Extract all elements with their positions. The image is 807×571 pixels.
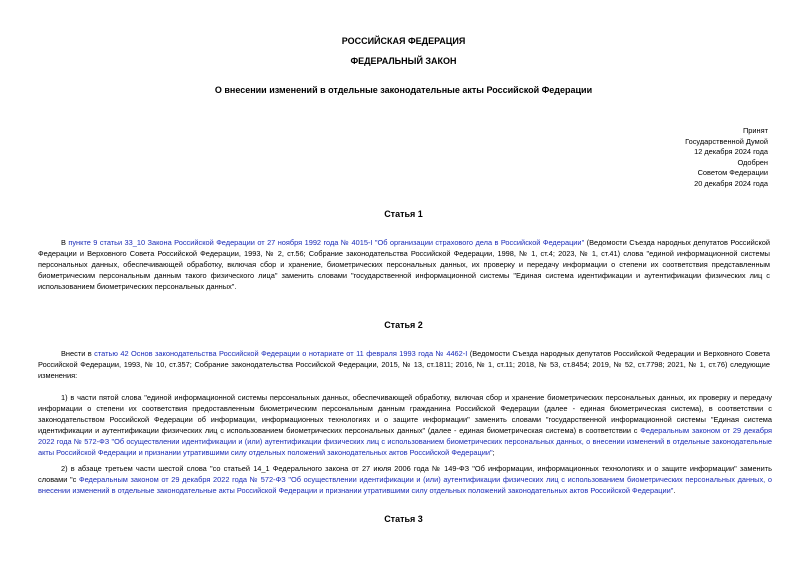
article-2-heading: Статья 2 (384, 320, 423, 330)
paragraph-text: (Ведомости Съезда народных депутатов Российской Федерации и Верховного Совета Российской Федерации, 1993, № 10, ст.357; Собрание законодательства Российской Федерации, 2015, № 13, ст.1811; 2016, № 1, ст.11; 2018, № 53, ст.8454; 2019, № 52, ст.7798; 2021, № 1, ст.76) следующие изменения: (38, 349, 770, 380)
paragraph-text: 1) в части пятой слова "единой информационной системы персональных данных, обеспечивающей обработку, включая сбор и хранение биометрических персональных данных, их проверку и передачу информации о степени их соответствия предоставленным биометрическим персональным данным гражданина Российской Федерации (далее - единая биометрическая система), в соответствии с законодательством Российской Федерации об информации, информационных технологиях и о защите информации" заменить словами "государственной информационной системы "Единая система идентификации и аутентификации физических лиц с использованием биометрических персональных данных" (далее - единая биометрическая система) в соответствии с (38, 393, 772, 435)
paragraph-text: (Ведомости Съезда народных депутатов Российской Федерации и Верховного Совета Российской Федерации, 1993, № 2, ст.56; Собрание законодательства Российской Федерации, 1998, № 1, ст.4; 2023, № 1, ст.41) слова "единой информационной системы персональных данных, обеспечивающей обработку, включая сбор и хранение, биометрических персональных данных, их проверку и передачу информации о степени их соответствия представленным биометрическим персональным данным такого физического лица" заменить словами "государственной информационной системы "Единая система идентификации и аутентификации физических лиц с использованием биометрических персональных данных". (38, 238, 771, 291)
paragraph-text: ; (492, 448, 495, 457)
document-title: О внесении изменений в отдельные законодательные акты Российской Федерации (214, 85, 593, 95)
paragraph-text: . (673, 486, 676, 495)
paragraph-text: Внести в (61, 349, 95, 358)
article-2-item-2 (38, 463, 772, 496)
country-heading: РОССИЙСКАЯ ФЕДЕРАЦИЯ (341, 36, 466, 46)
approval-date: 20 декабря 2024 года (694, 178, 768, 188)
approval-line: Советом Федерации (697, 168, 768, 178)
article-2-intro (38, 348, 770, 381)
law-link[interactable]: пункте 9 статьи 33_10 Закона Российской Федерации от 27 ноября 1992 года № 4015-I "Об организации страхового дела в Российской Федерации" (68, 238, 585, 247)
article-2-item-1 (38, 392, 772, 458)
adoption-date: 12 декабря 2024 года (694, 147, 768, 157)
law-link[interactable]: Федеральным законом от 29 декабря 2022 года № 572-ФЗ "Об осуществлении идентификации и (или) аутентификации физических лиц с использованием биометрических персональных данных, о внесении изменений в отдельные законодательные акты Российской Федерации и признании утратившими силу отдельных положений законодательных актов Российской Федерации" (38, 426, 773, 457)
adoption-block (685, 126, 768, 190)
approval-line: Одобрен (737, 157, 768, 167)
adoption-line: Принят (742, 126, 768, 135)
article-1-heading: Статья 1 (384, 209, 423, 219)
article-3-heading: Статья 3 (384, 514, 423, 524)
document-type-heading: ФЕДЕРАЛЬНЫЙ ЗАКОН (350, 56, 457, 66)
law-link[interactable]: Федеральным законом от 29 декабря 2022 года № 572-ФЗ "Об осуществлении идентификации и (или) аутентификации физических лиц с использованием биометрических персональных данных, о внесении изменений в отдельные законодательные акты Российской Федерации и признании утратившими силу отдельных положений законодательных актов Российской Федерации" (38, 475, 772, 495)
adoption-line: Государственной Думой (685, 136, 768, 146)
article-1-paragraph (38, 237, 770, 292)
paragraph-text: В (61, 238, 69, 247)
law-link[interactable]: статью 42 Основ законодательства Российской Федерации о нотариате от 11 февраля 1993 года № 4462-I (94, 349, 468, 358)
paragraph-text: 2) в абзаце третьем части шестой слова "со статьей 14_1 Федерального закона от 27 июля 2006 года № 149-ФЗ "Об информации, информационных технологиях и о защите информации" заменить словами "с (38, 464, 772, 484)
